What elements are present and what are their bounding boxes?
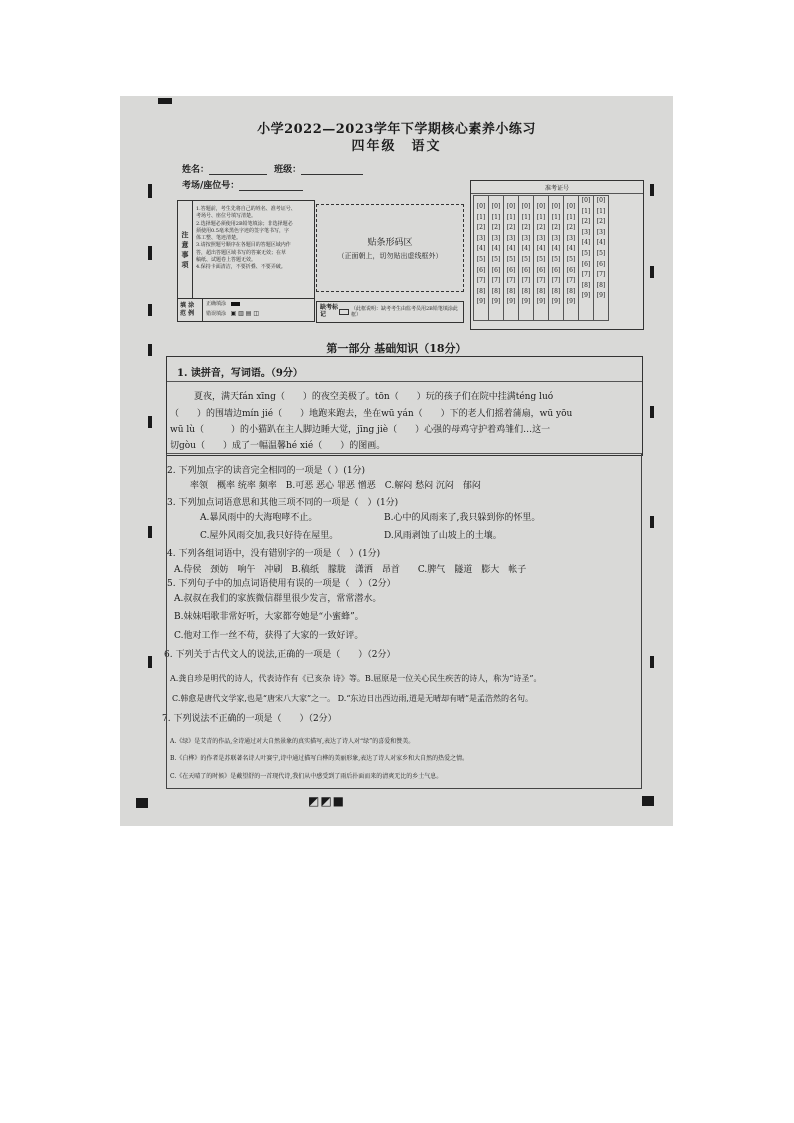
exam-digit-bubble[interactable]: [5] [596,249,606,257]
exam-digit-bubble[interactable]: [4] [596,239,606,247]
exam-digit-bubble[interactable]: [0] [581,197,591,204]
answer-area-bottom-border [166,788,641,789]
footer-mark-icon: ◩◩■ [308,794,346,808]
class-input-line[interactable] [301,166,363,175]
notice-box [177,200,315,300]
exam-digit-bubble[interactable]: [8] [476,287,486,295]
timing-mark [650,266,654,278]
exam-digit-bubble[interactable]: [2] [521,224,531,232]
exam-digit-bubble[interactable]: [1] [521,213,531,221]
room-label: 考场/座位号： [182,181,240,191]
exam-number-box [470,180,644,330]
exam-digit-bubble[interactable]: [0] [491,203,501,210]
exam-digit-bubble[interactable]: [6] [566,266,576,274]
exam-digit-bubble[interactable]: [0] [506,203,516,210]
exam-digit-bubble[interactable]: [6] [581,260,591,268]
exam-number-column[interactable] [594,196,609,321]
exam-digit-bubble[interactable]: [4] [506,245,516,253]
exam-number-column[interactable] [564,196,579,321]
exam-digit-bubble[interactable]: [3] [551,234,561,242]
q4-title: 4. 下列各组词语中，没有错别字的一项是（ ）(1分) [167,549,381,559]
exam-digit-bubble[interactable]: [1] [551,213,561,221]
exam-digit-bubble[interactable]: [7] [566,277,576,285]
exam-digit-bubble[interactable]: [5] [521,255,531,263]
q1-line-1: 夏夜，满天fán xīng（ ）的夜空美极了。tōn（ ）玩的孩子们在院中挂满téng luó [194,392,554,402]
exam-digit-bubble[interactable]: [8] [551,287,561,295]
exam-number-column[interactable] [549,196,564,321]
exam-digit-bubble[interactable]: [2] [476,224,486,232]
exam-digit-bubble[interactable]: [7] [536,277,546,285]
correct-fill-example: 正确填涂 [206,301,240,308]
exam-digit-bubble[interactable]: [7] [476,277,486,285]
exam-digit-bubble[interactable]: [6] [551,266,561,274]
page-footer-marks [308,794,345,808]
exam-digit-bubble[interactable]: [5] [536,255,546,263]
name-label: 姓名： [182,165,210,175]
exam-digit-bubble[interactable]: [7] [521,277,531,285]
notice-text: 1.答题前，考生先将自己的姓名、准考证号、 考场号、座位号填写清楚。 2.选择题必须使用2B铅笔填涂；非选择题必 须使用0.5毫米黑色字迹的签字笔书写，字 体工整、笔迹清楚。 3.请按照题号顺序在各题目的答题区域内作 答，超出答题区域书写的答案无效；在草 稿纸、试题卷上答题无效。 4.保持卡面清洁，不要折叠、不要弄破。 [196,206,296,270]
notice-label: 注 意 事 项 [178,201,193,299]
exam-number-column[interactable] [519,196,534,321]
exam-digit-bubble[interactable]: [6] [476,266,486,274]
q3-option-a: A.暴风雨中的大海咆哮不止。 [200,513,318,523]
answer-sheet-photo [120,96,673,826]
exam-digit-bubble[interactable]: [1] [581,207,591,215]
q1-line-4: 切gòu（ ）成了一幅温馨hé xié（ ）的图画。 [170,441,386,451]
exam-digit-bubble[interactable]: [0] [551,203,561,210]
exam-digit-bubble[interactable]: [7] [581,271,591,279]
q6-option-ab: A.龚自珍是明代的诗人，代表诗作有《已亥杂 诗》等。B.屈原是一位关心民生疾苦的诗人，称为“诗圣”。 [170,674,542,683]
exam-digit-bubble[interactable]: [1] [476,213,486,221]
timing-mark [148,416,152,428]
filled-bubble-icon [231,302,240,306]
q3-title: 3. 下列加点词语意思和其他三项不同的一项是（ ）(1分) [167,498,399,508]
exam-digit-bubble[interactable]: [3] [506,234,516,242]
absent-checkbox[interactable] [339,309,349,315]
exam-digit-bubble[interactable]: [0] [521,203,531,210]
q7-title: 7. 下列说法不正确的一项是（ ）（2分） [162,714,337,724]
exam-digit-bubble[interactable]: [7] [596,271,606,279]
q7-option-c: C.《在天晴了的时候》是戴望舒的一首现代诗,我们从中感受到了雨后扑面而来的清爽无比的乡土气息。 [170,773,443,780]
question-1-title: 1. 读拼音，写词语。（9分） [177,368,303,379]
timing-mark [148,184,152,198]
exam-digit-bubble[interactable]: [7] [491,277,501,285]
timing-mark [650,406,654,418]
exam-digit-bubble[interactable]: [6] [521,266,531,274]
exam-digit-bubble[interactable]: [2] [491,224,501,232]
class-label: 班级： [274,165,302,175]
exam-digit-bubble[interactable]: [6] [491,266,501,274]
exam-number-column[interactable] [504,196,519,321]
exam-digit-bubble[interactable]: [1] [596,207,606,215]
exam-digit-bubble[interactable]: [8] [581,281,591,289]
exam-digit-bubble[interactable]: [8] [521,287,531,295]
q7-option-a: A.《绿》是艾青的作品,全诗通过对大自然景象的真实描写,表达了诗人对“绿”的喜爱和赞美。 [170,738,415,745]
exam-digit-bubble[interactable]: [0] [566,203,576,210]
barcode-title: 贴条形码区 [367,238,413,248]
barcode-note: （正面朝上，切勿贴出虚线框外） [337,252,443,260]
q1-line-3: wū lù（ ）的小猫趴在主人脚边睡大觉，jīng jiè（ ）心强的母鸡守护着鸡雏们…这一 [170,425,551,435]
timing-mark [642,796,654,806]
room-input-line[interactable] [239,182,303,191]
timing-mark [650,184,654,196]
absent-note: （此框说明：缺考考生由监考员用2B铅笔填涂此框） [351,306,458,318]
exam-digit-bubble[interactable]: [3] [566,234,576,242]
exam-digit-bubble[interactable]: [0] [476,203,486,210]
absent-label: 缺考标记 [320,304,339,318]
exam-digit-bubble[interactable]: [4] [491,245,501,253]
q5-title: 5. 下列句子中的加点词语使用有误的一项是（ ）（2分） [167,579,396,589]
name-input-line[interactable] [209,166,267,175]
exam-digit-bubble[interactable]: [8] [566,287,576,295]
exam-digit-bubble[interactable]: [3] [596,228,606,236]
wrong-fill-example: 错误填涂 ▣ ▥ ▤ ◫ [206,310,260,317]
page-title: 小学2022—2023学年下学期核心素养小练习 [257,122,536,137]
exam-number-label: 准考证号 [544,185,569,192]
room-field-row [182,178,303,191]
exam-digit-bubble[interactable]: [8] [506,287,516,295]
exam-digit-bubble[interactable]: [9] [551,298,561,306]
exam-digit-bubble[interactable]: [9] [521,298,531,306]
page-subtitle: 四年级 语文 [351,139,442,154]
exam-digit-bubble[interactable]: [4] [521,245,531,253]
exam-digit-bubble[interactable]: [2] [536,224,546,232]
exam-digit-bubble[interactable]: [7] [506,277,516,285]
q6-title: 6. 下列关于古代文人的说法,正确的一项是（ ）（2分） [164,650,396,660]
answer-area-left-border [166,454,167,789]
q6-option-cd: C.韩愈是唐代文学家,也是“唐宋八大家”之一。 D.“东边日出西边雨,道是无晴却有晴”是孟浩然的名句。 [172,694,534,703]
exam-digit-bubble[interactable]: [6] [506,266,516,274]
exam-digit-bubble[interactable]: [0] [536,203,546,210]
exam-digit-bubble[interactable]: [6] [536,266,546,274]
exam-digit-bubble[interactable]: [2] [506,224,516,232]
exam-digit-bubble[interactable]: [3] [521,234,531,242]
exam-number-column[interactable] [534,196,549,321]
q2-title: 2. 下列加点字的读音完全相同的一项是（ ）(1分) [167,466,366,476]
q3-option-b: B.心中的风雨来了,我只躲到你的怀里。 [384,513,541,523]
exam-number-column[interactable] [474,196,489,321]
exam-digit-bubble[interactable]: [0] [596,197,606,204]
exam-digit-bubble[interactable]: [9] [476,298,486,306]
exam-digit-bubble[interactable]: [4] [551,245,561,253]
fill-example-label: 填 涂 范 例 [180,302,195,317]
exam-digit-bubble[interactable]: [8] [536,287,546,295]
q7-option-b: B.《白桦》的作者是苏联著名诗人叶赛宁,诗中通过描写白桦的美丽形象,表达了诗人对家乡和大自然的热爱之情。 [170,755,469,762]
timing-mark [148,246,152,260]
exam-digit-bubble[interactable]: [1] [536,213,546,221]
timing-mark [148,526,152,538]
name-field-row [182,162,363,175]
q3-option-c: C.屋外风雨交加,我只好待在屋里。 [200,531,339,541]
q2-options: 率领 概率 统率 频率 B.可恶 恶心 罪恶 憎恶 C.解闷 愁闷 沉闷 郁闷 [190,481,481,491]
exam-digit-bubble[interactable]: [5] [566,255,576,263]
timing-mark [136,798,148,808]
q5-option-c: C.他对工作一丝不苟，获得了大家的一致好评。 [174,631,364,641]
q5-option-b: B.妹妹唱歌非常好听，大家都夸她是“小蜜蜂”。 [174,612,364,622]
exam-digit-bubble[interactable]: [3] [536,234,546,242]
fill-example-box [177,298,315,322]
timing-mark [148,656,152,668]
exam-digit-bubble[interactable]: [3] [476,234,486,242]
exam-digit-bubble[interactable]: [9] [596,292,606,300]
q4-options: A.侍侯 颈妨 响午 冲刷 B.稿纸 朦胧 潇洒 昂首 C.脾气 隧道 膨大 帐子 [174,565,527,575]
exam-number-column[interactable] [579,196,594,321]
exam-digit-bubble[interactable]: [2] [551,224,561,232]
exam-number-column[interactable] [489,196,504,321]
q1-line-2: （ ）的围墙边mín jié（ ）地跑来跑去，坐在wū yán（ ）下的老人们摇着蒲扇，wū yōu [170,409,573,419]
exam-digit-bubble[interactable]: [2] [581,218,591,226]
timing-mark [650,516,654,528]
exam-digit-bubble[interactable]: [4] [536,245,546,253]
exam-digit-bubble[interactable]: [8] [491,287,501,295]
exam-digit-bubble[interactable]: [9] [581,292,591,300]
exam-digit-bubble[interactable]: [4] [566,245,576,253]
exam-digit-bubble[interactable]: [6] [596,260,606,268]
exam-digit-bubble[interactable]: [5] [551,255,561,263]
exam-digit-bubble[interactable]: [1] [491,213,501,221]
exam-digit-bubble[interactable]: [9] [536,298,546,306]
absent-mark-box [316,301,464,323]
timing-mark [148,304,152,316]
exam-digit-bubble[interactable]: [3] [491,234,501,242]
exam-digit-bubble[interactable]: [1] [506,213,516,221]
exam-number-grid[interactable] [473,195,609,321]
exam-digit-bubble[interactable]: [5] [506,255,516,263]
exam-digit-bubble[interactable]: [8] [596,281,606,289]
timing-mark [158,98,172,104]
exam-digit-bubble[interactable]: [9] [506,298,516,306]
barcode-area [316,204,464,292]
exam-digit-bubble[interactable]: [2] [596,218,606,226]
answer-area-right-border [641,454,642,789]
exam-digit-bubble[interactable]: [7] [551,277,561,285]
exam-digit-bubble[interactable]: [4] [581,239,591,247]
exam-digit-bubble[interactable]: [1] [566,213,576,221]
timing-mark [650,656,654,668]
exam-digit-bubble[interactable]: [4] [476,245,486,253]
exam-digit-bubble[interactable]: [5] [476,255,486,263]
section-title: 第一部分 基础知识（18分） [326,342,467,355]
exam-digit-bubble[interactable]: [3] [581,228,591,236]
exam-digit-bubble[interactable]: [2] [566,224,576,232]
wrong-fill-icons: ▣ ▥ ▤ ◫ [230,310,260,317]
q3-option-d: D.风雨剥蚀了山坡上的土壤。 [384,531,502,541]
exam-digit-bubble[interactable]: [9] [566,298,576,306]
exam-digit-bubble[interactable]: [5] [491,255,501,263]
exam-digit-bubble[interactable]: [9] [491,298,501,306]
q5-option-a: A.叔叔在我们的家族微信群里很少发言，常常潜水。 [174,594,382,604]
exam-digit-bubble[interactable]: [5] [581,249,591,257]
